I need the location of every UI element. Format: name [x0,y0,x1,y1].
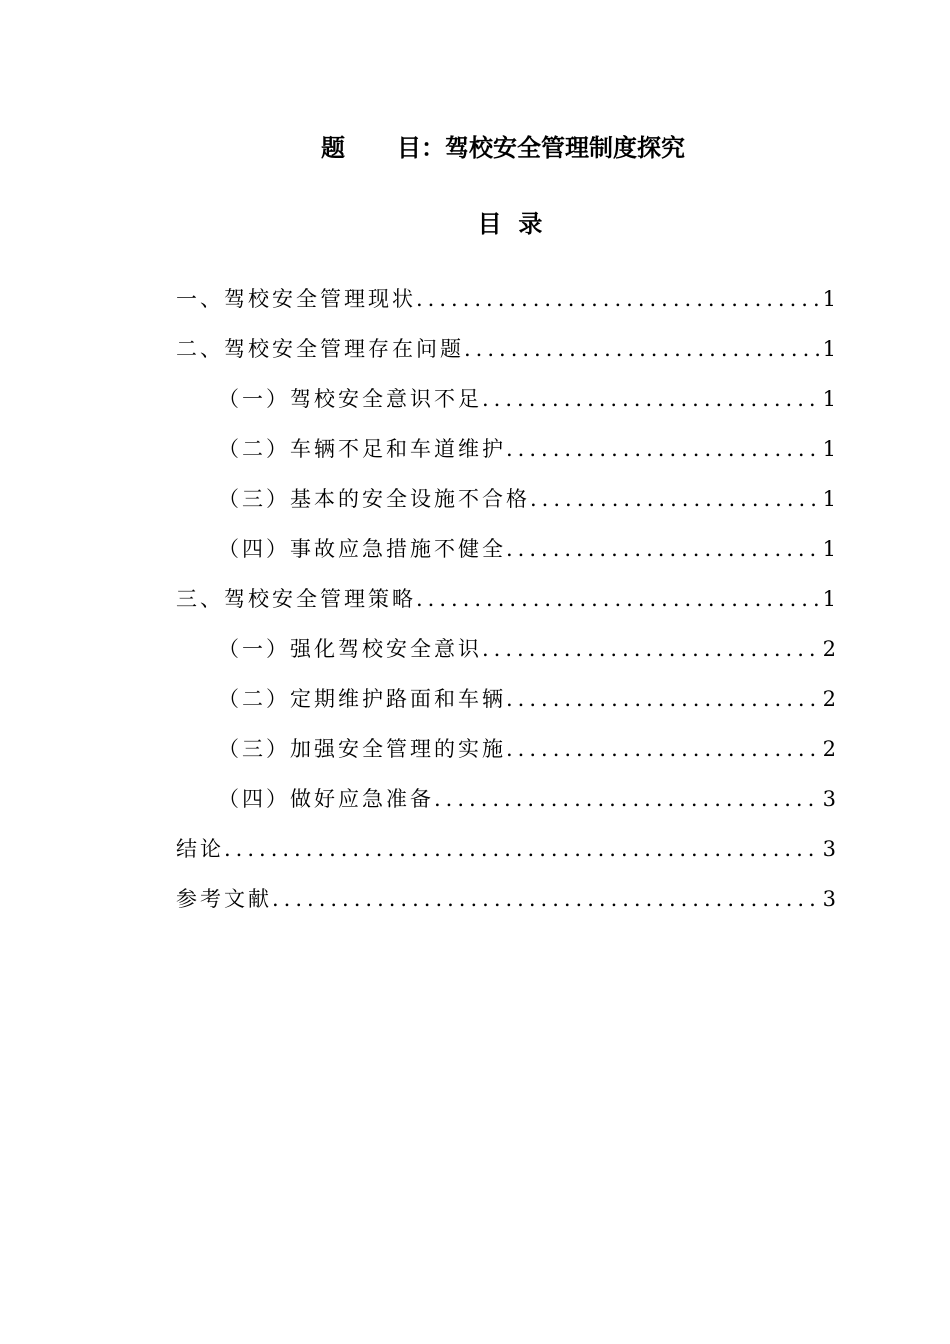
toc-entry[interactable] [176,428,836,478]
table-of-contents [176,278,836,928]
toc-dot-leader [482,628,821,670]
toc-heading: 目 录 [477,210,543,238]
toc-page-number: 1 [822,587,836,611]
toc-page-number: 1 [822,287,836,311]
toc-entry-label: （四）事故应急措施不健全 [218,537,506,561]
toc-entry[interactable] [176,528,836,578]
toc-page-number: 2 [822,637,836,661]
toc-entry[interactable] [176,478,836,528]
toc-dot-leader [464,328,821,370]
toc-entry[interactable] [176,828,836,878]
toc-entry-label: （三）基本的安全设施不合格 [218,487,530,511]
toc-entry[interactable] [176,328,836,378]
toc-entry-label: 二、驾校安全管理存在问题 [176,337,464,361]
toc-entry[interactable] [176,378,836,428]
toc-dot-leader [272,878,821,920]
toc-dot-leader [506,428,821,470]
toc-entry[interactable] [176,728,836,778]
toc-entry-label: 结论 [176,837,224,861]
document-title [0,130,950,166]
toc-entry-label: （四）做好应急准备 [218,787,434,811]
toc-entry-label: （二）定期维护路面和车辆 [218,687,506,711]
toc-page-number: 1 [822,337,836,361]
toc-entry[interactable] [176,878,836,928]
toc-entry[interactable] [176,778,836,828]
toc-entry[interactable] [176,578,836,628]
toc-entry-label: （一）强化驾校安全意识 [218,637,482,661]
toc-entry-label: （二）车辆不足和车道维护 [218,437,506,461]
toc-entry-label: （三）加强安全管理的实施 [218,737,506,761]
toc-page-number: 1 [822,487,836,511]
toc-dot-leader [506,728,821,770]
toc-dot-leader [224,828,821,870]
toc-entry-label: 三、驾校安全管理策略 [176,587,416,611]
toc-page-number: 1 [822,387,836,411]
toc-dot-leader [482,378,821,420]
toc-entry-label: 参考文献 [176,887,272,911]
title-main: 目：驾校安全管理制度探究 [397,134,685,162]
toc-entry-label: （一）驾校安全意识不足 [218,387,482,411]
toc-page-number: 3 [822,787,836,811]
toc-page-number: 3 [822,887,836,911]
toc-entry[interactable] [176,278,836,328]
toc-page-number: 2 [822,687,836,711]
toc-dot-leader [506,678,821,720]
toc-dot-leader [530,478,821,520]
toc-page-number: 1 [822,437,836,461]
toc-entry[interactable] [176,628,836,678]
toc-page-number: 1 [822,537,836,561]
toc-page-number: 3 [822,837,836,861]
toc-dot-leader [416,578,821,620]
toc-dot-leader [416,278,821,320]
toc-entry-label: 一、驾校安全管理现状 [176,287,416,311]
title-prefix: 题 [321,134,345,162]
toc-dot-leader [506,528,821,570]
toc-page-number: 2 [822,737,836,761]
toc-entry[interactable] [176,678,836,728]
toc-dot-leader [434,778,821,820]
